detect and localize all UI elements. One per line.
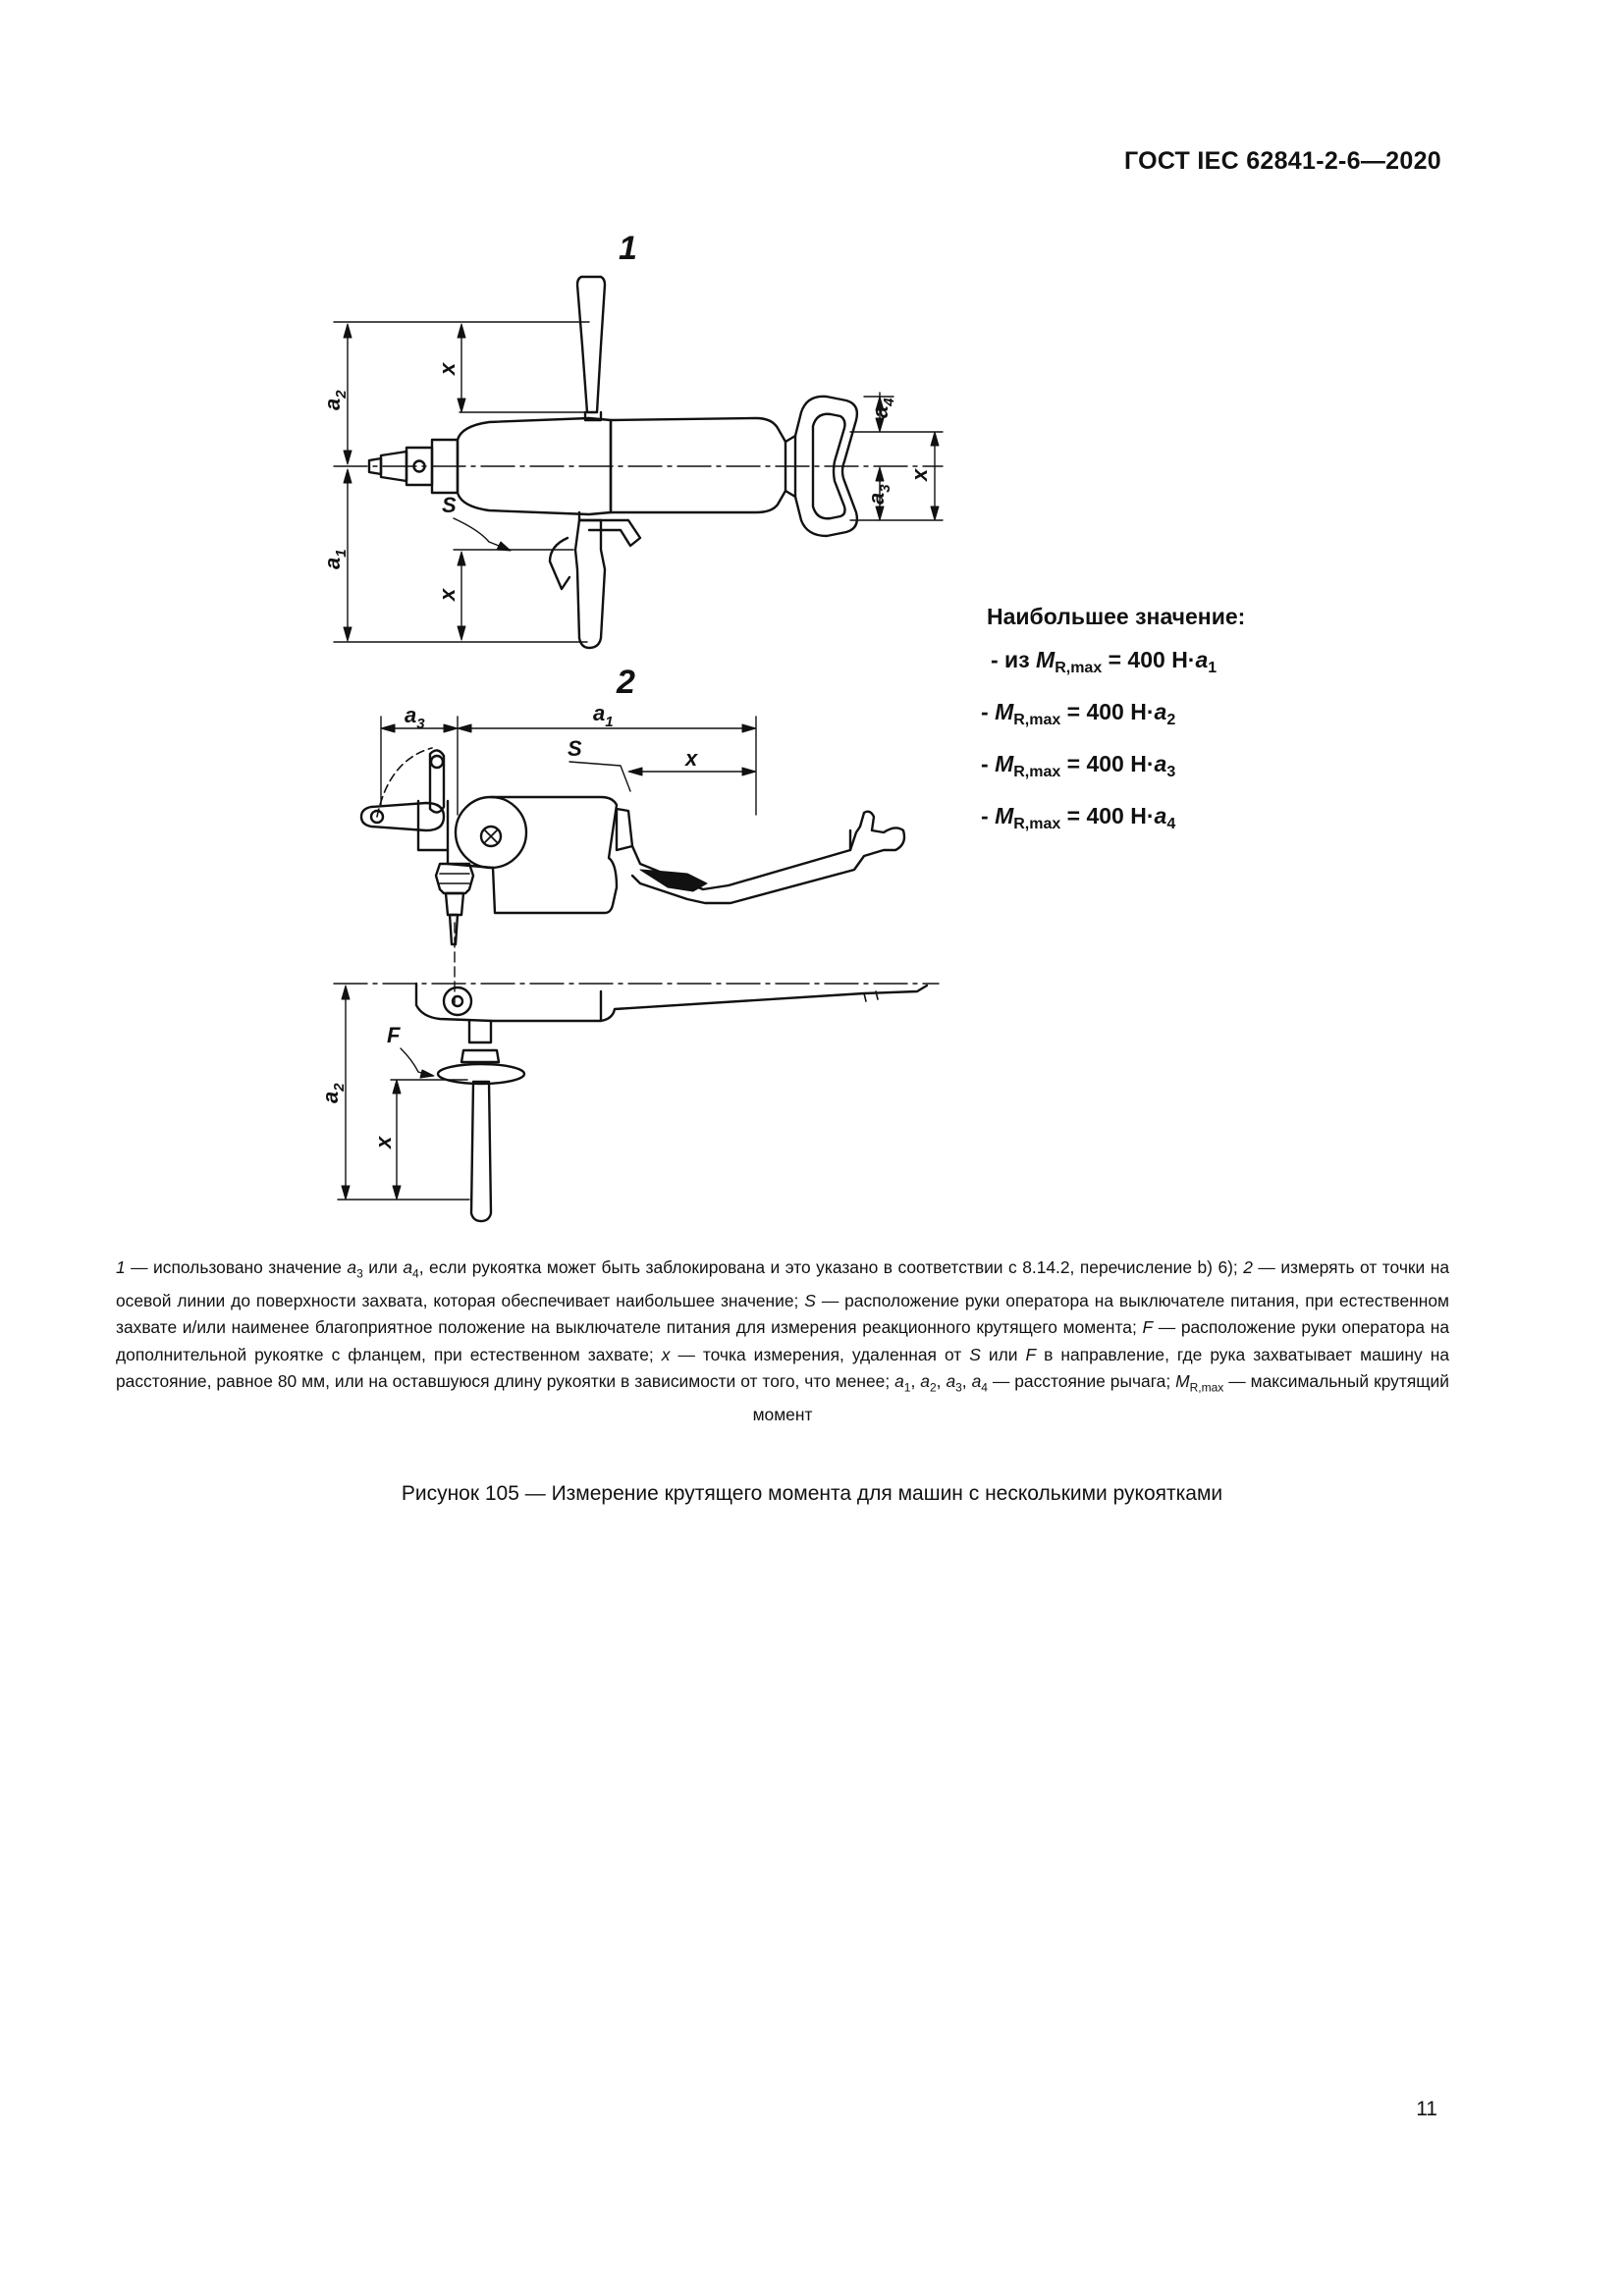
view-1-switch-guard — [579, 512, 640, 546]
view-2-rear-handle — [632, 812, 904, 903]
page-number: 11 — [1416, 2098, 1437, 2120]
max-value-row-1: - из $M_{R,max} = 400$ $Н\cdot a_1$ — [991, 647, 1218, 676]
max-value-block — [981, 595, 1246, 846]
view-2-s-label: S — [568, 736, 582, 761]
view-1-dim-a2-arrow-top — [344, 324, 352, 338]
view-1-dim-x-right-label: x — [907, 468, 932, 481]
view-1-dim-a1-arrow-bottom — [344, 627, 352, 641]
view-1-dim-x-right-arrow-1 — [931, 432, 939, 446]
view-2b-dim-x-arrow-1 — [393, 1080, 401, 1094]
view-2-dim-x-label: x — [685, 746, 698, 771]
view-1-dim-x-top-arrow-2 — [458, 399, 465, 412]
view-1-dim-a1-label: $a_1$ — [320, 549, 350, 569]
view-1-dim-x-top-label: x — [435, 362, 460, 375]
view-2-dim-a3-arrow-1 — [381, 724, 395, 732]
view-1-dim-x-top-arrow-1 — [458, 324, 465, 338]
view-1-dim-a4-label: $a_4$ — [868, 398, 897, 418]
view-1-dim-a2-label: $a_2$ — [320, 390, 350, 410]
view-2-dim-x-arrow-1 — [628, 768, 642, 775]
view-2-s-leader — [569, 762, 630, 791]
view-1-top-handle — [577, 277, 605, 412]
view-2b-dim-x-label: x — [371, 1136, 396, 1148]
view-2-label: 2 — [617, 664, 635, 701]
view-2-housing-step — [617, 809, 632, 850]
view-1-main-body — [611, 418, 785, 512]
view-2b-flange-hub — [461, 1050, 499, 1062]
view-2-chuck — [436, 864, 473, 893]
view-2-chuck-rings — [440, 874, 469, 883]
view-1-dim-x-bottom-label: x — [435, 588, 460, 601]
document-header: ГОСТ IEC 62841-2-6—2020 — [1123, 147, 1441, 175]
view-1-dim-a3-label: $a_3$ — [864, 484, 893, 505]
view-1-dim-x-bottom-arrow-1 — [458, 552, 465, 565]
view-2-chuck-nose — [446, 893, 463, 915]
view-1-dim-a4-arrow-2 — [876, 418, 884, 432]
view-1-dim-x-bottom-arrow-2 — [458, 626, 465, 640]
view-1-dim-a3-arrow-2 — [876, 507, 884, 520]
view-2-dim-a3-label: $a_3$ — [405, 703, 425, 732]
view-2-bit — [450, 915, 458, 944]
max-value-row-3: - $M_{R,max} = 400$ $Н\cdot a_3$ — [981, 751, 1176, 780]
view-2-trigger — [640, 870, 707, 891]
max-value-row-4: - $M_{R,max} = 400$ $Н\cdot a_4$ — [981, 803, 1176, 832]
view-2b-body — [416, 984, 927, 1021]
view-1-dim-a3-arrow-1 — [876, 467, 884, 481]
figure-legend: 1 — использовано значение $a_3$ или $a_4$, если рукоятка может быть заблокирована и это указано в соответствии с 8.14.2, перечисление b) 6); 2 — измерять от точки на осевой линии до поверхности захвата, которая обеспечивает наибольшее значение; S — расположение руки оператора на выключателе питания, при естественном захвате и/или наименее благоприятное положение на выключателе питания для измерения реакционного крутящего момента; F — расположение руки оператора на дополнительной рукоятке с фланцем, при естественном захвате; x — точка измерения, удаленная от S или F в направление, где рука захватывает машину на расстояние, равное 80 мм, или на оставшуюся длину рукоятки в зависимости от того, что менее; $a_1$, $a_2$, $a_3$, $a_4$ — расстояние рычага; $M_{R,max}$ — максимальный крутящий момент — [116, 1257, 1450, 1425]
view-2b-f-arrow — [420, 1070, 434, 1078]
view-2b-spindle — [469, 1021, 491, 1042]
figure-title: Рисунок 105 — Измерение крутящего момента для машин с несколькими рукоятками — [401, 1482, 1223, 1505]
view-2-swing-handle — [361, 803, 444, 830]
view-2-housing — [448, 797, 617, 913]
view-1-dim-x-right-arrow-2 — [931, 507, 939, 520]
view-2b-dim-a2-arrow-2 — [342, 1186, 350, 1200]
view-1-label: 1 — [619, 230, 637, 267]
view-2-swing-handle-pivot-top — [431, 756, 443, 768]
view-2b-dim-a2-arrow-1 — [342, 986, 350, 999]
view-2b-dim-x-arrow-2 — [393, 1186, 401, 1200]
view-1-bottom-handle — [575, 520, 605, 648]
view-1-switch — [550, 538, 569, 589]
view-1-dim-a1-arrow-top — [344, 469, 352, 483]
view-2-dim-a1-arrow-2 — [742, 724, 756, 732]
view-2-dim-x-arrow-2 — [742, 768, 756, 775]
view-1-dim-a2-arrow-bottom — [344, 451, 352, 464]
view-2b-aux-handle — [471, 1082, 491, 1221]
view-2b-dim-a2-label: $a_2$ — [318, 1083, 348, 1103]
view-2-dim-a3-arrow-2 — [444, 724, 458, 732]
view-2b-gear-circle — [444, 988, 471, 1015]
view-2-dim-a1-label: $a_1$ — [593, 701, 614, 730]
view-1-s-label: S — [442, 493, 457, 517]
view-2b-f-leader — [401, 1048, 432, 1076]
view-2-gear-head — [456, 797, 526, 868]
view-2-dim-a1-arrow-1 — [458, 724, 471, 732]
view-2-gear-axis-cross — [485, 830, 497, 842]
max-value-row-2: - $M_{R,max} = 400$ $Н\cdot a_2$ — [981, 699, 1176, 728]
view-1-s-arrow — [497, 542, 511, 551]
view-2b-f-label: F — [387, 1023, 401, 1047]
max-value-title: Наибольшее значение: — [987, 604, 1246, 629]
